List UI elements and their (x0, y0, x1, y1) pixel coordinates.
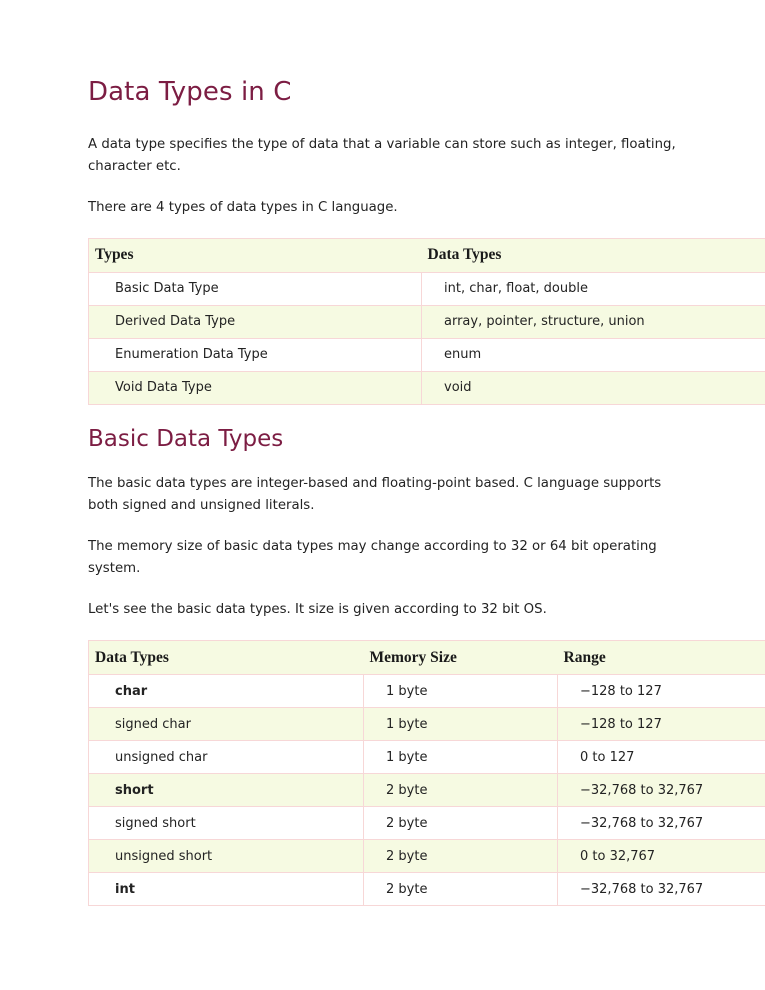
basic-types-header-memory-size: Memory Size (364, 641, 558, 675)
basic-types-header-range: Range (558, 641, 765, 675)
basic-types-cell-data-type: int (89, 873, 364, 906)
types-table-header-row (89, 238, 765, 272)
table-row (89, 774, 765, 807)
types-table (88, 238, 765, 405)
table-row (89, 371, 765, 404)
basic-types-cell-memory-size: 1 byte (364, 741, 558, 774)
section-title-basic-data-types: Basic Data Types (88, 425, 284, 452)
types-table-cell-data-types: int, char, float, double (422, 272, 765, 305)
section-paragraph-3: Let's see the basic data types. It size is given according to 32 bit OS. (88, 602, 547, 618)
basic-types-cell-data-type: short (89, 774, 364, 807)
types-table-cell-type: Enumeration Data Type (89, 338, 422, 371)
table-row (89, 741, 765, 774)
page-title: Data Types in C (88, 77, 292, 107)
basic-types-cell-range: −32,768 to 32,767 (558, 774, 765, 807)
basic-types-cell-memory-size: 2 byte (364, 840, 558, 873)
types-table-cell-type: Void Data Type (89, 371, 422, 404)
section-paragraph-2: The memory size of basic data types may change according to 32 or 64 bit operating system. (88, 539, 657, 577)
basic-types-cell-memory-size: 1 byte (364, 708, 558, 741)
basic-types-cell-range: −128 to 127 (558, 675, 765, 708)
types-table-body (89, 272, 765, 404)
basic-types-table-body (89, 675, 765, 906)
types-table-cell-data-types: enum (422, 338, 765, 371)
types-table-cell-type: Derived Data Type (89, 305, 422, 338)
table-row (89, 807, 765, 840)
basic-types-cell-data-type: signed short (89, 807, 364, 840)
basic-types-cell-memory-size: 2 byte (364, 807, 558, 840)
basic-types-cell-range: 0 to 127 (558, 741, 765, 774)
table-row (89, 272, 765, 305)
basic-types-cell-memory-size: 1 byte (364, 675, 558, 708)
types-table-cell-type: Basic Data Type (89, 272, 422, 305)
basic-types-table-header-row (89, 641, 765, 675)
types-table-cell-data-types: array, pointer, structure, union (422, 305, 765, 338)
table-row (89, 338, 765, 371)
types-table-header-types: Types (89, 238, 422, 272)
types-table-header-data-types: Data Types (422, 238, 765, 272)
basic-types-cell-data-type: char (89, 675, 364, 708)
basic-types-cell-range: −32,768 to 32,767 (558, 873, 765, 906)
basic-types-table (88, 640, 765, 906)
table-row (89, 873, 765, 906)
table-row (89, 708, 765, 741)
section-paragraph-1: The basic data types are integer-based and floating-point based. C language supports both signed and unsigned literals. (88, 476, 662, 514)
intro-paragraph-2: There are 4 types of data types in C language. (88, 199, 398, 215)
basic-types-cell-range: −128 to 127 (558, 708, 765, 741)
basic-types-cell-range: −32,768 to 32,767 (558, 807, 765, 840)
basic-types-cell-data-type: unsigned short (89, 840, 364, 873)
basic-types-cell-data-type: signed char (89, 708, 364, 741)
intro-paragraph-1: A data type specifies the type of data that a variable can store such as integer, floating, character etc. (88, 136, 676, 174)
table-row (89, 305, 765, 338)
types-table-cell-data-types: void (422, 371, 765, 404)
table-row (89, 840, 765, 873)
basic-types-cell-memory-size: 2 byte (364, 873, 558, 906)
basic-types-header-data-types: Data Types (89, 641, 364, 675)
document-content (88, 78, 765, 910)
basic-types-cell-data-type: unsigned char (89, 741, 364, 774)
table-row (89, 675, 765, 708)
basic-types-cell-memory-size: 2 byte (364, 774, 558, 807)
basic-types-cell-range: 0 to 32,767 (558, 840, 765, 873)
